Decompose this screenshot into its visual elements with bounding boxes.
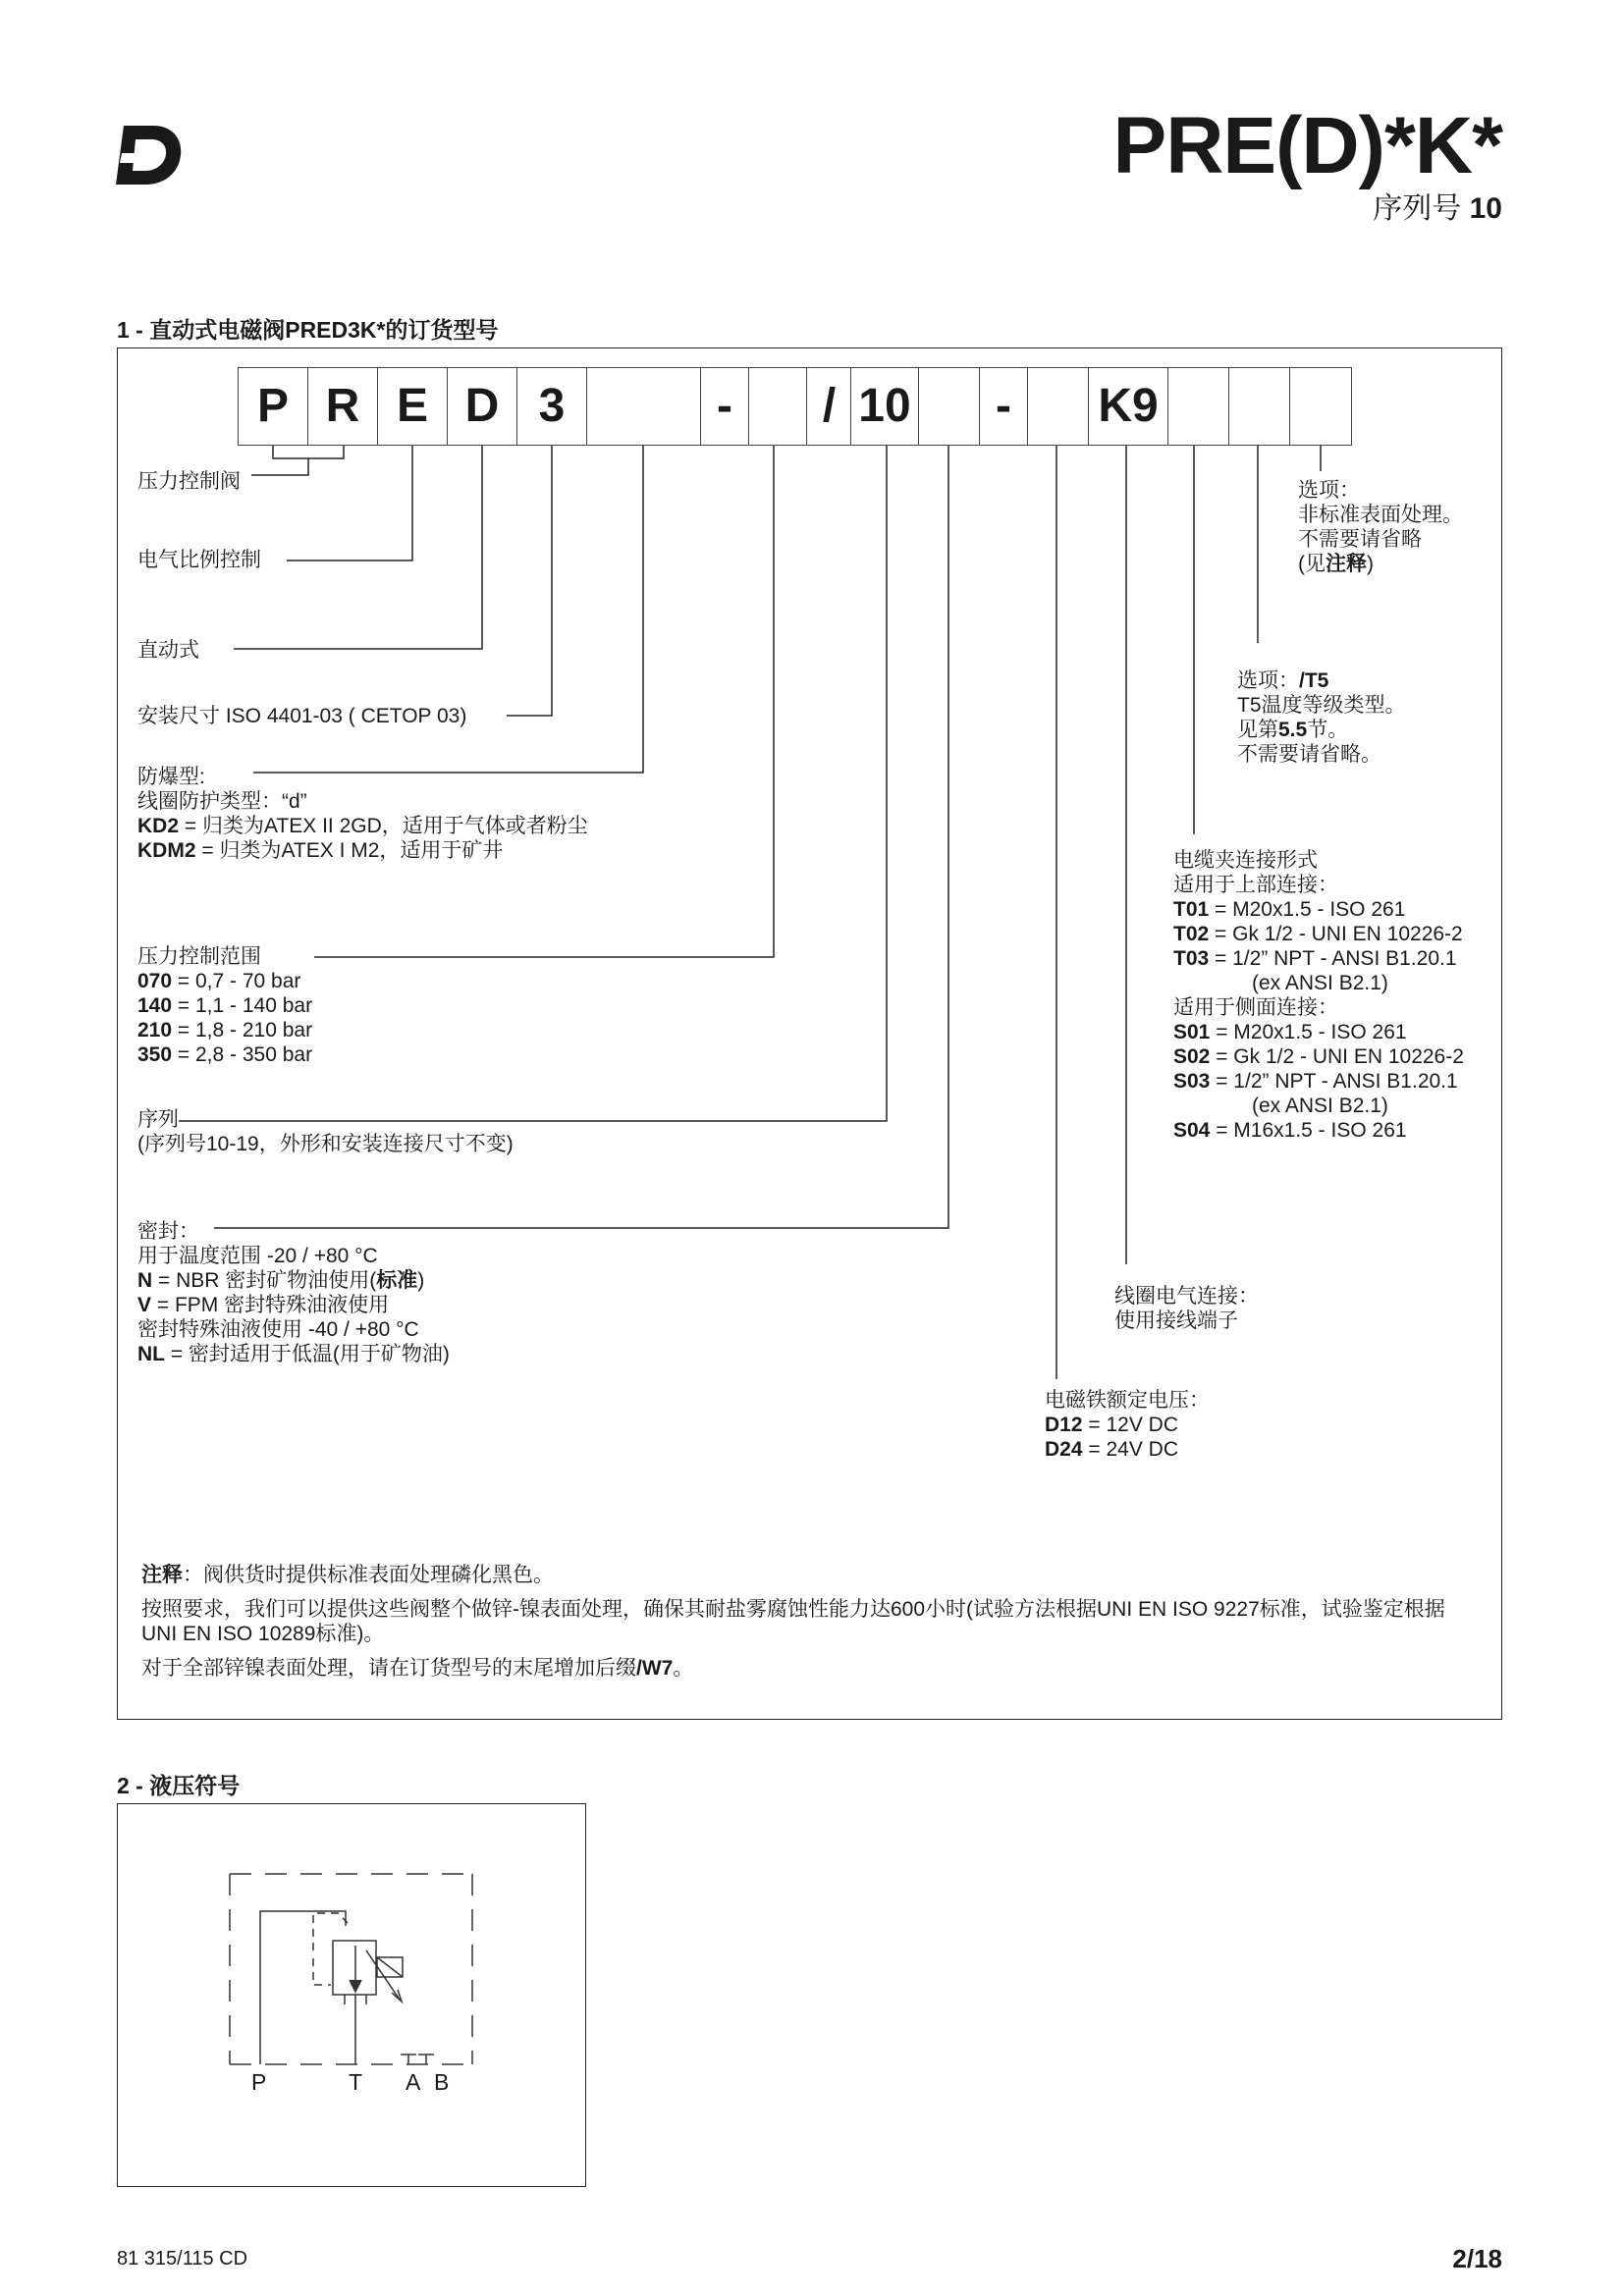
code-cell-voltage — [1027, 367, 1089, 446]
code-cell-surface — [1289, 367, 1352, 446]
seal-v-temp: 密封特殊油液使用 -40 / +80 °C — [137, 1318, 419, 1341]
code-cell-dash-2: - — [979, 367, 1028, 446]
cable-t01: T01 = M20x1.5 - ISO 261 — [1173, 898, 1406, 921]
voltage-title: 电磁铁额定电压： — [1045, 1389, 1210, 1412]
seals-title: 密封： — [137, 1220, 199, 1243]
option-surface-line1: 选项： — [1298, 479, 1360, 502]
code-cell-p: P — [238, 367, 308, 446]
cable-side-title: 适用于侧面连接： — [1173, 996, 1338, 1019]
option-t5-line1: 选项：/T5 — [1237, 669, 1329, 692]
explosion-proof-block — [137, 765, 588, 863]
code-cell-explosion — [586, 367, 701, 446]
cable-gland-title: 电缆夹连接形式 — [1173, 849, 1318, 872]
explosion-kd2: KD2 = 归类为ATEX II 2GD，适用于气体或者粉尘 — [137, 815, 588, 837]
series-block — [137, 1107, 514, 1156]
coil-connection-line1: 线圈电气连接： — [1114, 1285, 1259, 1308]
code-cell-cable — [1167, 367, 1229, 446]
pressure-070: 070 = 0,7 - 70 bar — [137, 970, 301, 992]
page-number: 2/18 — [1452, 2244, 1502, 2273]
pressure-350: 350 = 2,8 - 350 bar — [137, 1043, 313, 1066]
notes-block — [141, 1563, 1477, 1690]
cable-s04: S04 = M16x1.5 - ISO 261 — [1173, 1119, 1407, 1142]
code-cell-series: 10 — [850, 367, 919, 446]
pressure-210: 210 = 1,8 - 210 bar — [137, 1019, 313, 1041]
seals-temp: 用于温度范围 -20 / +80 °C — [137, 1245, 378, 1267]
code-cell-pressure — [748, 367, 807, 446]
duplomatic-d-logo-icon — [116, 124, 185, 187]
note-2: 按照要求，我们可以提供这些阀整个做锌-镍表面处理，确保其耐盐雾腐蚀性能力达600小时(试验方法根据UNI EN ISO 9227标准，试验鉴定根据UNI EN ISO 10289标准)。 — [141, 1598, 1445, 1645]
section-1-title: 1 - 直动式电磁阀PRED3K*的订货型号 — [117, 317, 499, 343]
seals-block — [137, 1219, 450, 1366]
port-b-label: B — [434, 2069, 450, 2095]
label-proportional: 电气比例控制 — [137, 549, 261, 571]
option-surface-block — [1298, 478, 1463, 576]
option-t5-line4: 不需要请省略。 — [1237, 743, 1381, 766]
cable-t03: T03 = 1/2” NPT - ANSI B1.20.1 — [1173, 947, 1457, 970]
pressure-140: 140 = 1,1 - 140 bar — [137, 994, 313, 1017]
coil-connection-line2: 使用接线端子 — [1114, 1309, 1238, 1332]
cable-s03: S03 = 1/2” NPT - ANSI B1.20.1 — [1173, 1070, 1458, 1093]
series-title: 序列 — [137, 1108, 179, 1131]
port-t-label: T — [349, 2069, 363, 2095]
code-cell-3: 3 — [516, 367, 587, 446]
option-surface-line3: 不需要请省略 — [1298, 528, 1422, 551]
option-t5-line2: T5温度等级类型。 — [1237, 694, 1406, 717]
code-cell-r: R — [307, 367, 378, 446]
cable-s01: S01 = M20x1.5 - ISO 261 — [1173, 1021, 1407, 1043]
coil-connection-block — [1114, 1284, 1259, 1333]
cable-s02: S02 = Gk 1/2 - UNI EN 10226-2 — [1173, 1045, 1464, 1068]
cable-t02: T02 = Gk 1/2 - UNI EN 10226-2 — [1173, 923, 1463, 945]
seal-n: N = NBR 密封矿物油使用(标准) — [137, 1269, 425, 1292]
option-surface-line4: (见注释) — [1298, 553, 1374, 575]
explosion-coil: 线圈防护类型：“d” — [137, 790, 307, 813]
option-t5-block — [1237, 668, 1406, 767]
pressure-range-block — [137, 944, 312, 1067]
code-cell-t5 — [1228, 367, 1290, 446]
cable-s03-extra: (ex ANSI B2.1) — [1252, 1095, 1388, 1117]
port-p-label: P — [251, 2069, 267, 2095]
hydraulic-symbol-icon — [117, 1803, 586, 2187]
explosion-kdm2: KDM2 = 归类为ATEX I M2，适用于矿井 — [137, 839, 504, 862]
cable-t03-extra: (ex ANSI B2.1) — [1252, 972, 1388, 994]
note-1: 注释：阀供货时提供标准表面处理磷化黑色。 — [141, 1564, 554, 1586]
code-cell-d: D — [447, 367, 517, 446]
label-pressure-valve: 压力控制阀 — [137, 470, 241, 493]
cable-top-title: 适用于上部连接： — [1173, 874, 1338, 896]
code-cell-k9: K9 — [1088, 367, 1168, 446]
label-mounting: 安装尺寸 ISO 4401-03 ( CETOP 03) — [137, 705, 467, 727]
port-a-label: A — [406, 2069, 421, 2095]
code-cell-seal — [918, 367, 980, 446]
voltage-d24: D24 = 24V DC — [1045, 1438, 1178, 1461]
series-label: 序列号 10 — [1373, 192, 1502, 225]
seal-v: V = FPM 密封特殊油液使用 — [137, 1294, 390, 1316]
code-cell-dash-1: - — [700, 367, 749, 446]
series-note: (序列号10-19，外形和安装连接尺寸不变) — [137, 1133, 514, 1155]
code-cell-e: E — [377, 367, 448, 446]
code-cell-slash: / — [806, 367, 851, 446]
section-2-title: 2 - 液压符号 — [117, 1773, 241, 1798]
document-title: PRE(D)*K* — [1112, 101, 1502, 190]
option-t5-line3: 见第5.5节。 — [1237, 719, 1349, 741]
voltage-block — [1045, 1388, 1210, 1462]
document-number: 81 315/115 CD — [117, 2248, 248, 2269]
explosion-title: 防爆型: — [137, 766, 205, 788]
seal-nl: NL = 密封适用于低温(用于矿物油) — [137, 1343, 450, 1365]
option-surface-line2: 非标准表面处理。 — [1298, 504, 1463, 526]
cable-gland-block — [1173, 848, 1464, 1143]
pressure-range-title: 压力控制范围 — [137, 945, 261, 968]
note-3: 对于全部锌镍表面处理，请在订货型号的末尾增加后缀/W7。 — [141, 1657, 694, 1680]
voltage-d12: D12 = 12V DC — [1045, 1414, 1178, 1436]
label-direct: 直动式 — [137, 639, 199, 662]
